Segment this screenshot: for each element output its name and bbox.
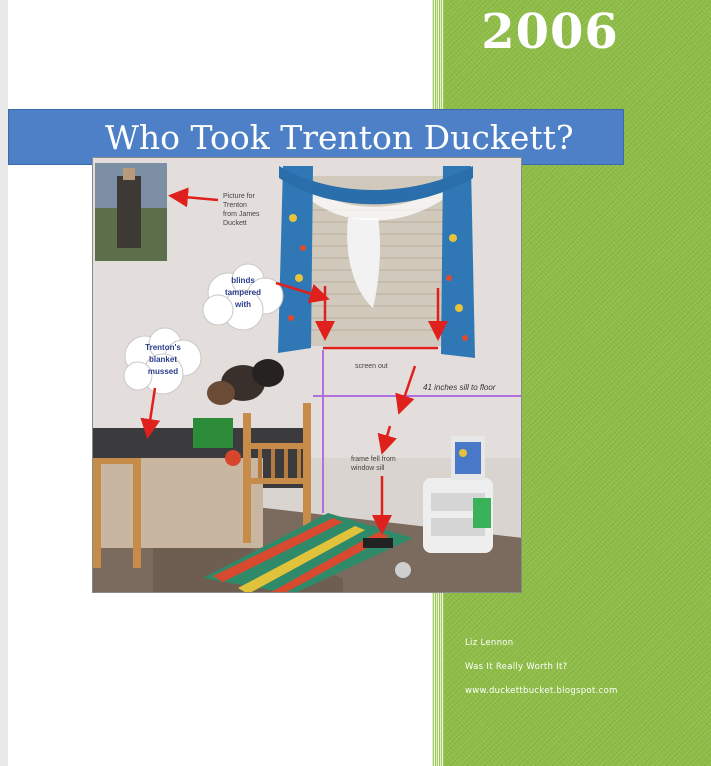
- blinds-note-line-1: blinds: [231, 276, 255, 285]
- wall-poster: [95, 163, 167, 261]
- frame-caption-line-1: frame fell from: [351, 456, 396, 463]
- blog-url: www.duckettbucket.blogspot.com: [465, 686, 618, 696]
- sill-height-caption: 41 inches sill to floor: [423, 383, 496, 392]
- blanket-note-line-3: mussed: [147, 367, 179, 376]
- blinds-note-line-3: with: [235, 300, 251, 309]
- blanket-note-line-1: Trenton's: [145, 343, 181, 352]
- picture-caption-line-1: Picture for: [223, 193, 255, 200]
- frame-caption-line-2: window sill: [351, 465, 385, 472]
- picture-caption-line-2: Trenton: [223, 202, 247, 209]
- author-name: Liz Lennon: [465, 638, 514, 648]
- page-left-edge: [0, 0, 8, 766]
- blinds-note-line-2: tampered: [224, 288, 262, 297]
- screen-out-caption: screen out: [355, 363, 388, 370]
- cover-title: Who Took Trenton Duckett?: [105, 118, 574, 157]
- bedroom-photo-illustration: [93, 158, 522, 593]
- picture-caption-line-3: from James: [223, 211, 260, 218]
- picture-caption-line-4: Duckett: [223, 220, 247, 227]
- cover-subtitle: Was It Really Worth It?: [465, 662, 568, 672]
- bedroom-photo: [92, 157, 522, 593]
- cover-year: 2006: [481, 4, 619, 60]
- blanket-note-line-2: blanket: [148, 355, 178, 364]
